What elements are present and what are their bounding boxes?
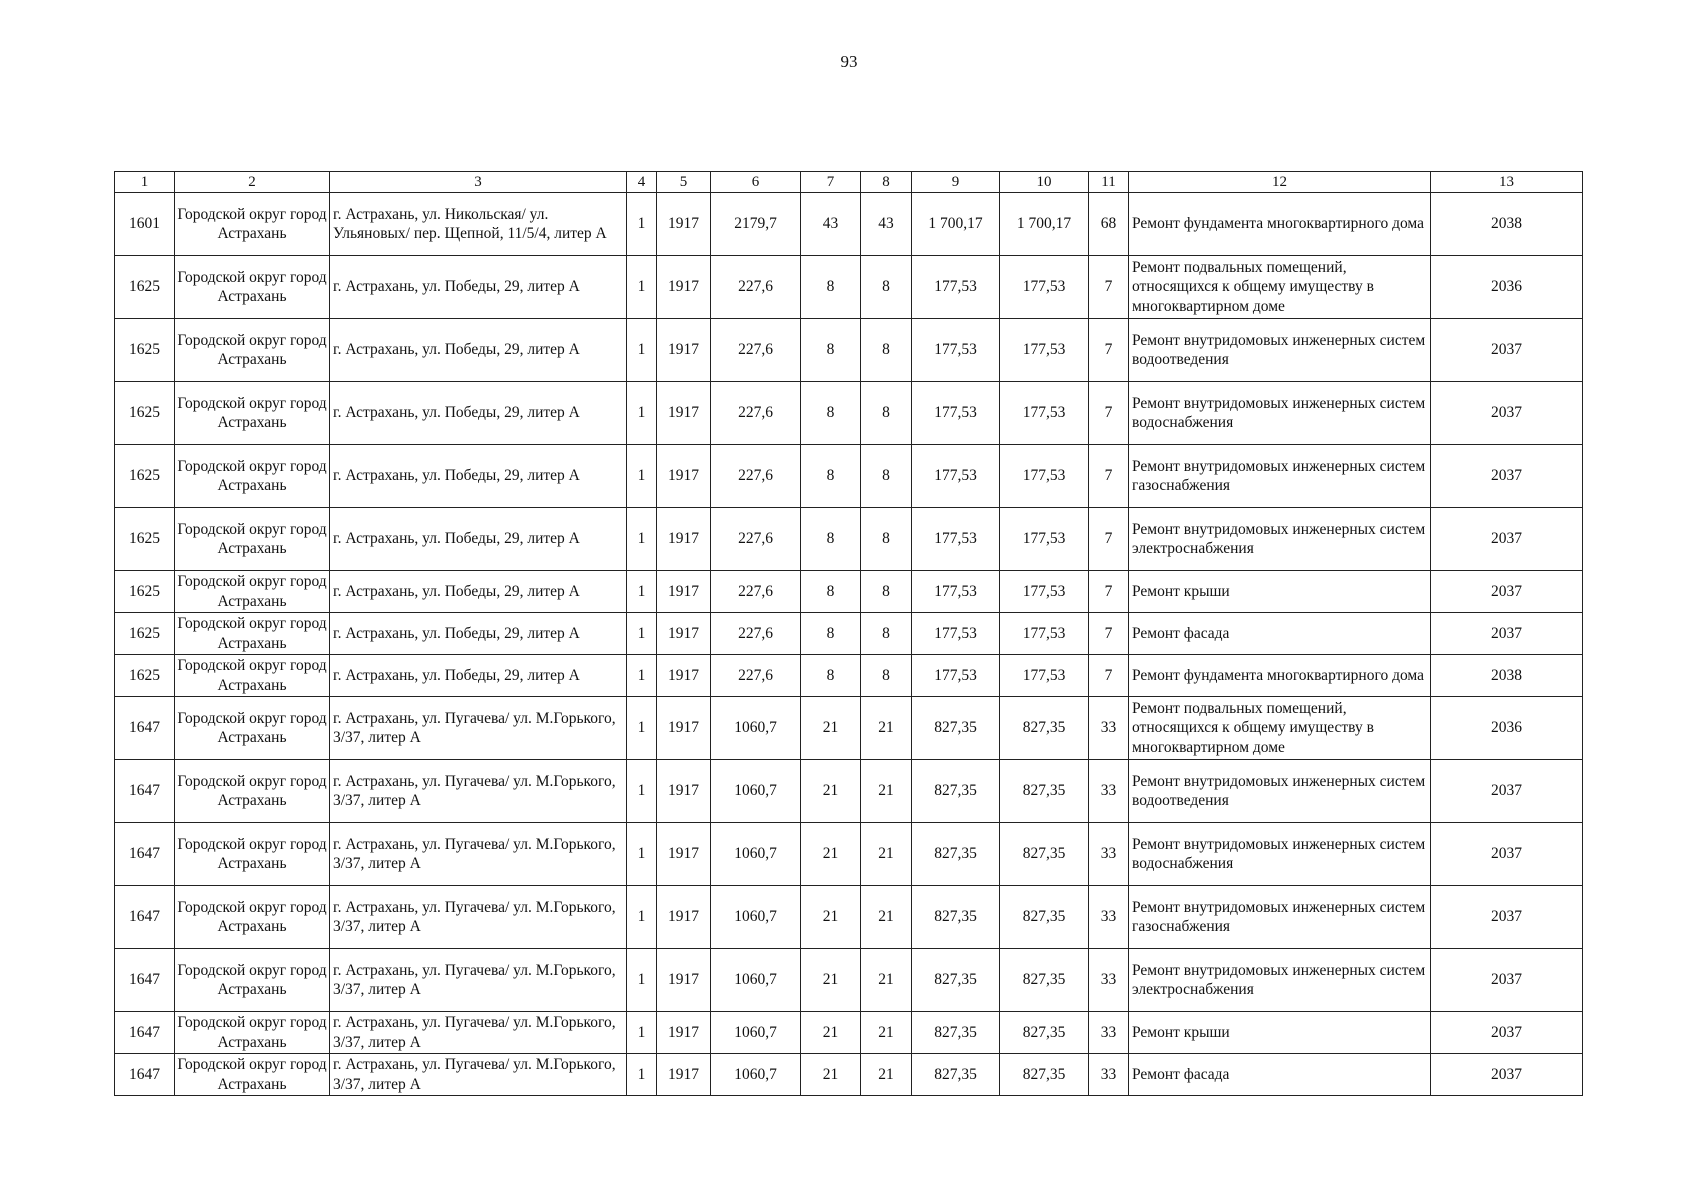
cell-area: 1060,7 — [711, 760, 801, 823]
table-row — [115, 256, 1583, 319]
cell-col10: 827,35 — [1000, 760, 1089, 823]
cell-year: 1917 — [657, 256, 711, 319]
cell-col4: 1 — [627, 256, 657, 319]
column-header: 11 — [1089, 172, 1129, 193]
cell-plan-year: 2037 — [1431, 382, 1583, 445]
cell-work-type: Ремонт крыши — [1129, 1012, 1431, 1054]
cell-municipality: Городской округ город Астрахань — [175, 571, 330, 613]
cell-col8: 21 — [861, 697, 912, 760]
cell-address: г. Астрахань, ул. Победы, 29, литер А — [330, 382, 627, 445]
cell-col7: 8 — [801, 319, 861, 382]
cell-col11: 33 — [1089, 1012, 1129, 1054]
cell-col8: 21 — [861, 1054, 912, 1096]
cell-address: г. Астрахань, ул. Победы, 29, литер А — [330, 319, 627, 382]
table-row — [115, 655, 1583, 697]
cell-col7: 8 — [801, 382, 861, 445]
column-header: 9 — [912, 172, 1000, 193]
cell-area: 2179,7 — [711, 193, 801, 256]
cell-col9: 827,35 — [912, 1012, 1000, 1054]
cell-area: 227,6 — [711, 571, 801, 613]
cell-plan-year: 2037 — [1431, 571, 1583, 613]
cell-row-number: 1647 — [115, 1054, 175, 1096]
cell-col4: 1 — [627, 697, 657, 760]
cell-col7: 8 — [801, 655, 861, 697]
cell-col4: 1 — [627, 571, 657, 613]
cell-col11: 33 — [1089, 949, 1129, 1012]
cell-area: 227,6 — [711, 655, 801, 697]
cell-row-number: 1625 — [115, 445, 175, 508]
cell-col11: 7 — [1089, 445, 1129, 508]
cell-work-type: Ремонт фундамента многоквартирного дома — [1129, 655, 1431, 697]
cell-year: 1917 — [657, 760, 711, 823]
cell-area: 1060,7 — [711, 823, 801, 886]
cell-col8: 8 — [861, 655, 912, 697]
cell-area: 227,6 — [711, 256, 801, 319]
cell-year: 1917 — [657, 613, 711, 655]
table-row — [115, 571, 1583, 613]
cell-plan-year: 2036 — [1431, 256, 1583, 319]
cell-col10: 1 700,17 — [1000, 193, 1089, 256]
cell-work-type: Ремонт внутридомовых инженерных систем водоснабжения — [1129, 823, 1431, 886]
cell-row-number: 1647 — [115, 949, 175, 1012]
cell-col4: 1 — [627, 1054, 657, 1096]
cell-plan-year: 2037 — [1431, 823, 1583, 886]
cell-address: г. Астрахань, ул. Победы, 29, литер А — [330, 256, 627, 319]
table-row — [115, 886, 1583, 949]
table-row — [115, 445, 1583, 508]
cell-col11: 33 — [1089, 1054, 1129, 1096]
cell-plan-year: 2037 — [1431, 1054, 1583, 1096]
cell-year: 1917 — [657, 571, 711, 613]
cell-area: 1060,7 — [711, 697, 801, 760]
cell-col11: 7 — [1089, 256, 1129, 319]
table-row — [115, 697, 1583, 760]
column-number-row — [115, 172, 1583, 193]
cell-col7: 21 — [801, 823, 861, 886]
column-header: 1 — [115, 172, 175, 193]
cell-municipality: Городской округ город Астрахань — [175, 823, 330, 886]
cell-col11: 33 — [1089, 886, 1129, 949]
cell-row-number: 1625 — [115, 382, 175, 445]
cell-address: г. Астрахань, ул. Победы, 29, литер А — [330, 613, 627, 655]
cell-work-type: Ремонт фундамента многоквартирного дома — [1129, 193, 1431, 256]
table-header — [115, 172, 1583, 193]
cell-municipality: Городской округ город Астрахань — [175, 319, 330, 382]
cell-col4: 1 — [627, 886, 657, 949]
cell-col9: 177,53 — [912, 655, 1000, 697]
cell-col11: 7 — [1089, 613, 1129, 655]
cell-row-number: 1647 — [115, 1012, 175, 1054]
cell-row-number: 1625 — [115, 571, 175, 613]
cell-year: 1917 — [657, 823, 711, 886]
cell-col8: 8 — [861, 571, 912, 613]
cell-municipality: Городской округ город Астрахань — [175, 193, 330, 256]
cell-col11: 7 — [1089, 571, 1129, 613]
cell-year: 1917 — [657, 508, 711, 571]
cell-plan-year: 2036 — [1431, 697, 1583, 760]
cell-address: г. Астрахань, ул. Победы, 29, литер А — [330, 445, 627, 508]
cell-plan-year: 2037 — [1431, 508, 1583, 571]
cell-row-number: 1625 — [115, 655, 175, 697]
cell-col4: 1 — [627, 1012, 657, 1054]
table-row — [115, 760, 1583, 823]
cell-col4: 1 — [627, 508, 657, 571]
cell-plan-year: 2037 — [1431, 445, 1583, 508]
cell-col10: 177,53 — [1000, 445, 1089, 508]
cell-col9: 177,53 — [912, 445, 1000, 508]
cell-row-number: 1625 — [115, 256, 175, 319]
column-header: 6 — [711, 172, 801, 193]
cell-year: 1917 — [657, 655, 711, 697]
cell-municipality: Городской округ город Астрахань — [175, 1054, 330, 1096]
table-row — [115, 193, 1583, 256]
cell-col7: 43 — [801, 193, 861, 256]
cell-col10: 177,53 — [1000, 256, 1089, 319]
cell-col9: 827,35 — [912, 697, 1000, 760]
cell-row-number: 1647 — [115, 823, 175, 886]
cell-col4: 1 — [627, 655, 657, 697]
cell-col10: 177,53 — [1000, 319, 1089, 382]
cell-municipality: Городской округ город Астрахань — [175, 760, 330, 823]
cell-area: 1060,7 — [711, 1054, 801, 1096]
cell-address: г. Астрахань, ул. Победы, 29, литер А — [330, 508, 627, 571]
table-body — [115, 193, 1583, 1096]
cell-col4: 1 — [627, 319, 657, 382]
cell-col10: 827,35 — [1000, 886, 1089, 949]
cell-col11: 7 — [1089, 319, 1129, 382]
cell-col9: 827,35 — [912, 1054, 1000, 1096]
cell-col11: 33 — [1089, 697, 1129, 760]
cell-col7: 8 — [801, 256, 861, 319]
cell-col9: 827,35 — [912, 823, 1000, 886]
cell-municipality: Городской округ город Астрахань — [175, 613, 330, 655]
table-row — [115, 613, 1583, 655]
cell-col8: 21 — [861, 823, 912, 886]
column-header: 13 — [1431, 172, 1583, 193]
cell-col8: 21 — [861, 760, 912, 823]
cell-col7: 21 — [801, 886, 861, 949]
cell-address: г. Астрахань, ул. Пугачева/ ул. М.Горького, 3/37, литер А — [330, 1054, 627, 1096]
cell-address: г. Астрахань, ул. Пугачева/ ул. М.Горького, 3/37, литер А — [330, 697, 627, 760]
cell-col9: 827,35 — [912, 886, 1000, 949]
cell-col11: 7 — [1089, 382, 1129, 445]
cell-work-type: Ремонт внутридомовых инженерных систем газоснабжения — [1129, 886, 1431, 949]
cell-col10: 177,53 — [1000, 613, 1089, 655]
cell-work-type: Ремонт фасада — [1129, 1054, 1431, 1096]
column-header: 2 — [175, 172, 330, 193]
cell-col8: 8 — [861, 382, 912, 445]
cell-col7: 8 — [801, 571, 861, 613]
cell-work-type: Ремонт внутридомовых инженерных систем электроснабжения — [1129, 508, 1431, 571]
cell-col8: 8 — [861, 613, 912, 655]
cell-col7: 21 — [801, 1012, 861, 1054]
cell-col10: 177,53 — [1000, 508, 1089, 571]
cell-year: 1917 — [657, 445, 711, 508]
cell-col9: 827,35 — [912, 949, 1000, 1012]
cell-col4: 1 — [627, 949, 657, 1012]
cell-year: 1917 — [657, 1012, 711, 1054]
cell-plan-year: 2038 — [1431, 193, 1583, 256]
cell-municipality: Городской округ город Астрахань — [175, 655, 330, 697]
table-row — [115, 823, 1583, 886]
cell-work-type: Ремонт внутридомовых инженерных систем водоснабжения — [1129, 382, 1431, 445]
cell-col7: 21 — [801, 949, 861, 1012]
cell-col11: 7 — [1089, 655, 1129, 697]
cell-address: г. Астрахань, ул. Пугачева/ ул. М.Горького, 3/37, литер А — [330, 949, 627, 1012]
cell-col7: 21 — [801, 697, 861, 760]
column-header: 8 — [861, 172, 912, 193]
cell-area: 227,6 — [711, 445, 801, 508]
cell-col8: 43 — [861, 193, 912, 256]
cell-col4: 1 — [627, 613, 657, 655]
cell-col10: 827,35 — [1000, 1012, 1089, 1054]
cell-col9: 177,53 — [912, 571, 1000, 613]
cell-area: 1060,7 — [711, 1012, 801, 1054]
cell-col8: 8 — [861, 508, 912, 571]
cell-col9: 177,53 — [912, 613, 1000, 655]
table-row — [115, 1012, 1583, 1054]
cell-plan-year: 2037 — [1431, 613, 1583, 655]
column-header: 10 — [1000, 172, 1089, 193]
cell-address: г. Астрахань, ул. Пугачева/ ул. М.Горького, 3/37, литер А — [330, 823, 627, 886]
cell-col11: 7 — [1089, 508, 1129, 571]
cell-col10: 827,35 — [1000, 949, 1089, 1012]
cell-row-number: 1625 — [115, 319, 175, 382]
cell-col9: 177,53 — [912, 382, 1000, 445]
cell-address: г. Астрахань, ул. Пугачева/ ул. М.Горького, 3/37, литер А — [330, 886, 627, 949]
cell-year: 1917 — [657, 1054, 711, 1096]
cell-plan-year: 2038 — [1431, 655, 1583, 697]
cell-address: г. Астрахань, ул. Победы, 29, литер А — [330, 571, 627, 613]
cell-col4: 1 — [627, 382, 657, 445]
column-header: 7 — [801, 172, 861, 193]
table-row — [115, 508, 1583, 571]
cell-col7: 21 — [801, 760, 861, 823]
cell-municipality: Городской округ город Астрахань — [175, 886, 330, 949]
cell-area: 227,6 — [711, 382, 801, 445]
cell-row-number: 1647 — [115, 697, 175, 760]
cell-address: г. Астрахань, ул. Никольская/ ул. Ульяновых/ пер. Щепной, 11/5/4, литер А — [330, 193, 627, 256]
cell-col11: 33 — [1089, 823, 1129, 886]
cell-col9: 177,53 — [912, 508, 1000, 571]
cell-year: 1917 — [657, 193, 711, 256]
cell-col10: 177,53 — [1000, 655, 1089, 697]
cell-year: 1917 — [657, 697, 711, 760]
cell-row-number: 1625 — [115, 508, 175, 571]
cell-municipality: Городской округ город Астрахань — [175, 1012, 330, 1054]
cell-area: 1060,7 — [711, 949, 801, 1012]
cell-col7: 8 — [801, 445, 861, 508]
cell-work-type: Ремонт подвальных помещений, относящихся к общему имуществу в многоквартирном доме — [1129, 256, 1431, 319]
cell-col9: 827,35 — [912, 760, 1000, 823]
cell-row-number: 1625 — [115, 613, 175, 655]
cell-row-number: 1647 — [115, 760, 175, 823]
cell-municipality: Городской округ город Астрахань — [175, 256, 330, 319]
cell-work-type: Ремонт фасада — [1129, 613, 1431, 655]
cell-year: 1917 — [657, 319, 711, 382]
column-header: 5 — [657, 172, 711, 193]
cell-municipality: Городской округ город Астрахань — [175, 508, 330, 571]
cell-row-number: 1647 — [115, 886, 175, 949]
cell-work-type: Ремонт внутридомовых инженерных систем газоснабжения — [1129, 445, 1431, 508]
cell-work-type: Ремонт внутридомовых инженерных систем водоотведения — [1129, 319, 1431, 382]
cell-area: 227,6 — [711, 319, 801, 382]
cell-year: 1917 — [657, 949, 711, 1012]
column-header: 4 — [627, 172, 657, 193]
column-header: 3 — [330, 172, 627, 193]
cell-area: 1060,7 — [711, 886, 801, 949]
cell-col8: 21 — [861, 1012, 912, 1054]
cell-col4: 1 — [627, 193, 657, 256]
cell-col9: 1 700,17 — [912, 193, 1000, 256]
cell-plan-year: 2037 — [1431, 886, 1583, 949]
cell-col10: 827,35 — [1000, 823, 1089, 886]
cell-work-type: Ремонт крыши — [1129, 571, 1431, 613]
cell-col8: 8 — [861, 319, 912, 382]
table-row — [115, 949, 1583, 1012]
cell-address: г. Астрахань, ул. Пугачева/ ул. М.Горького, 3/37, литер А — [330, 760, 627, 823]
page-number: 93 — [840, 52, 858, 71]
cell-col8: 8 — [861, 256, 912, 319]
cell-address: г. Астрахань, ул. Пугачева/ ул. М.Горького, 3/37, литер А — [330, 1012, 627, 1054]
cell-work-type: Ремонт внутридомовых инженерных систем водоотведения — [1129, 760, 1431, 823]
cell-municipality: Городской округ город Астрахань — [175, 949, 330, 1012]
table-row — [115, 319, 1583, 382]
cell-area: 227,6 — [711, 613, 801, 655]
cell-plan-year: 2037 — [1431, 319, 1583, 382]
cell-col4: 1 — [627, 445, 657, 508]
cell-col10: 827,35 — [1000, 1054, 1089, 1096]
table-row — [115, 1054, 1583, 1096]
cell-row-number: 1601 — [115, 193, 175, 256]
cell-col4: 1 — [627, 760, 657, 823]
cell-col7: 8 — [801, 508, 861, 571]
register-table — [114, 171, 1583, 1096]
cell-col8: 21 — [861, 886, 912, 949]
cell-municipality: Городской округ город Астрахань — [175, 382, 330, 445]
cell-col10: 827,35 — [1000, 697, 1089, 760]
cell-plan-year: 2037 — [1431, 1012, 1583, 1054]
cell-area: 227,6 — [711, 508, 801, 571]
cell-plan-year: 2037 — [1431, 949, 1583, 1012]
cell-col10: 177,53 — [1000, 382, 1089, 445]
cell-col8: 21 — [861, 949, 912, 1012]
cell-year: 1917 — [657, 886, 711, 949]
cell-plan-year: 2037 — [1431, 760, 1583, 823]
cell-work-type: Ремонт подвальных помещений, относящихся к общему имуществу в многоквартирном доме — [1129, 697, 1431, 760]
cell-municipality: Городской округ город Астрахань — [175, 445, 330, 508]
cell-col11: 33 — [1089, 760, 1129, 823]
cell-col9: 177,53 — [912, 319, 1000, 382]
cell-year: 1917 — [657, 382, 711, 445]
cell-work-type: Ремонт внутридомовых инженерных систем электроснабжения — [1129, 949, 1431, 1012]
cell-col8: 8 — [861, 445, 912, 508]
cell-address: г. Астрахань, ул. Победы, 29, литер А — [330, 655, 627, 697]
cell-municipality: Городской округ город Астрахань — [175, 697, 330, 760]
table-row — [115, 382, 1583, 445]
cell-col9: 177,53 — [912, 256, 1000, 319]
cell-col4: 1 — [627, 823, 657, 886]
cell-col7: 21 — [801, 1054, 861, 1096]
cell-col10: 177,53 — [1000, 571, 1089, 613]
column-header: 12 — [1129, 172, 1431, 193]
cell-col11: 68 — [1089, 193, 1129, 256]
cell-col7: 8 — [801, 613, 861, 655]
